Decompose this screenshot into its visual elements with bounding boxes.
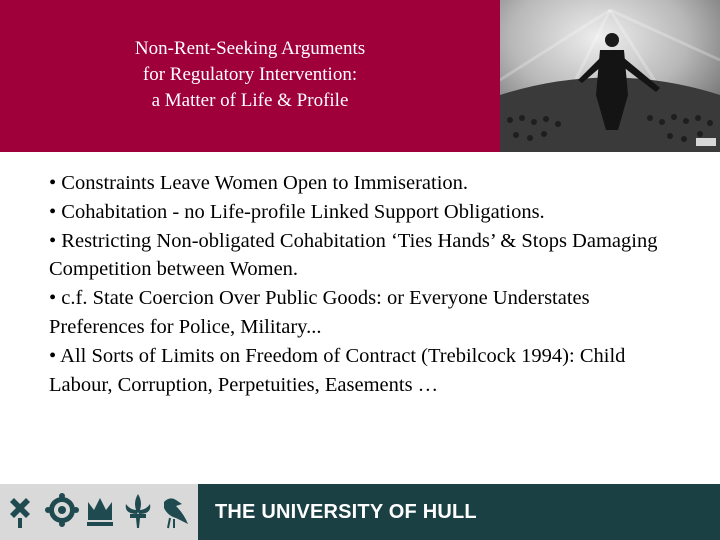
bird-icon — [164, 498, 188, 528]
crown-icon — [87, 498, 113, 526]
tudor-rose-icon — [45, 493, 79, 527]
university-name: THE UNIVERSITY OF HULL — [215, 501, 477, 523]
bullet-item: • Constraints Leave Women Open to Immiseration. — [49, 172, 469, 194]
crest-band — [0, 484, 198, 540]
university-band — [198, 484, 720, 540]
rose-icon — [10, 498, 30, 528]
crowd-photo — [500, 0, 720, 152]
fleur-de-lis-icon — [126, 494, 151, 528]
bullet-item: • Cohabitation - no Life-profile Linked Support Obligations. — [49, 200, 545, 223]
slide-title — [0, 36, 500, 114]
bullet-list — [49, 169, 669, 399]
title-line-3: a Matter of Life & Profile — [151, 90, 349, 111]
title-band — [0, 0, 500, 152]
bullet-item: • Restricting Non-obligated Cohabitation ‘Ties Hands’ & Stops Damaging Competition between Women. — [49, 229, 658, 281]
bullet-item: • c.f. State Coercion Over Public Goods: or Everyone Understates Preferences for Police, Military... — [49, 287, 590, 338]
footer-banner — [0, 484, 720, 540]
title-line-1: Non-Rent-Seeking Arguments — [134, 38, 366, 59]
bullet-item: • All Sorts of Limits on Freedom of Contract (Trebilcock 1994): Child Labour, Corruption, Perpetuities, Easements … — [49, 344, 626, 396]
title-line-2: for Regulatory Intervention: — [142, 64, 358, 85]
